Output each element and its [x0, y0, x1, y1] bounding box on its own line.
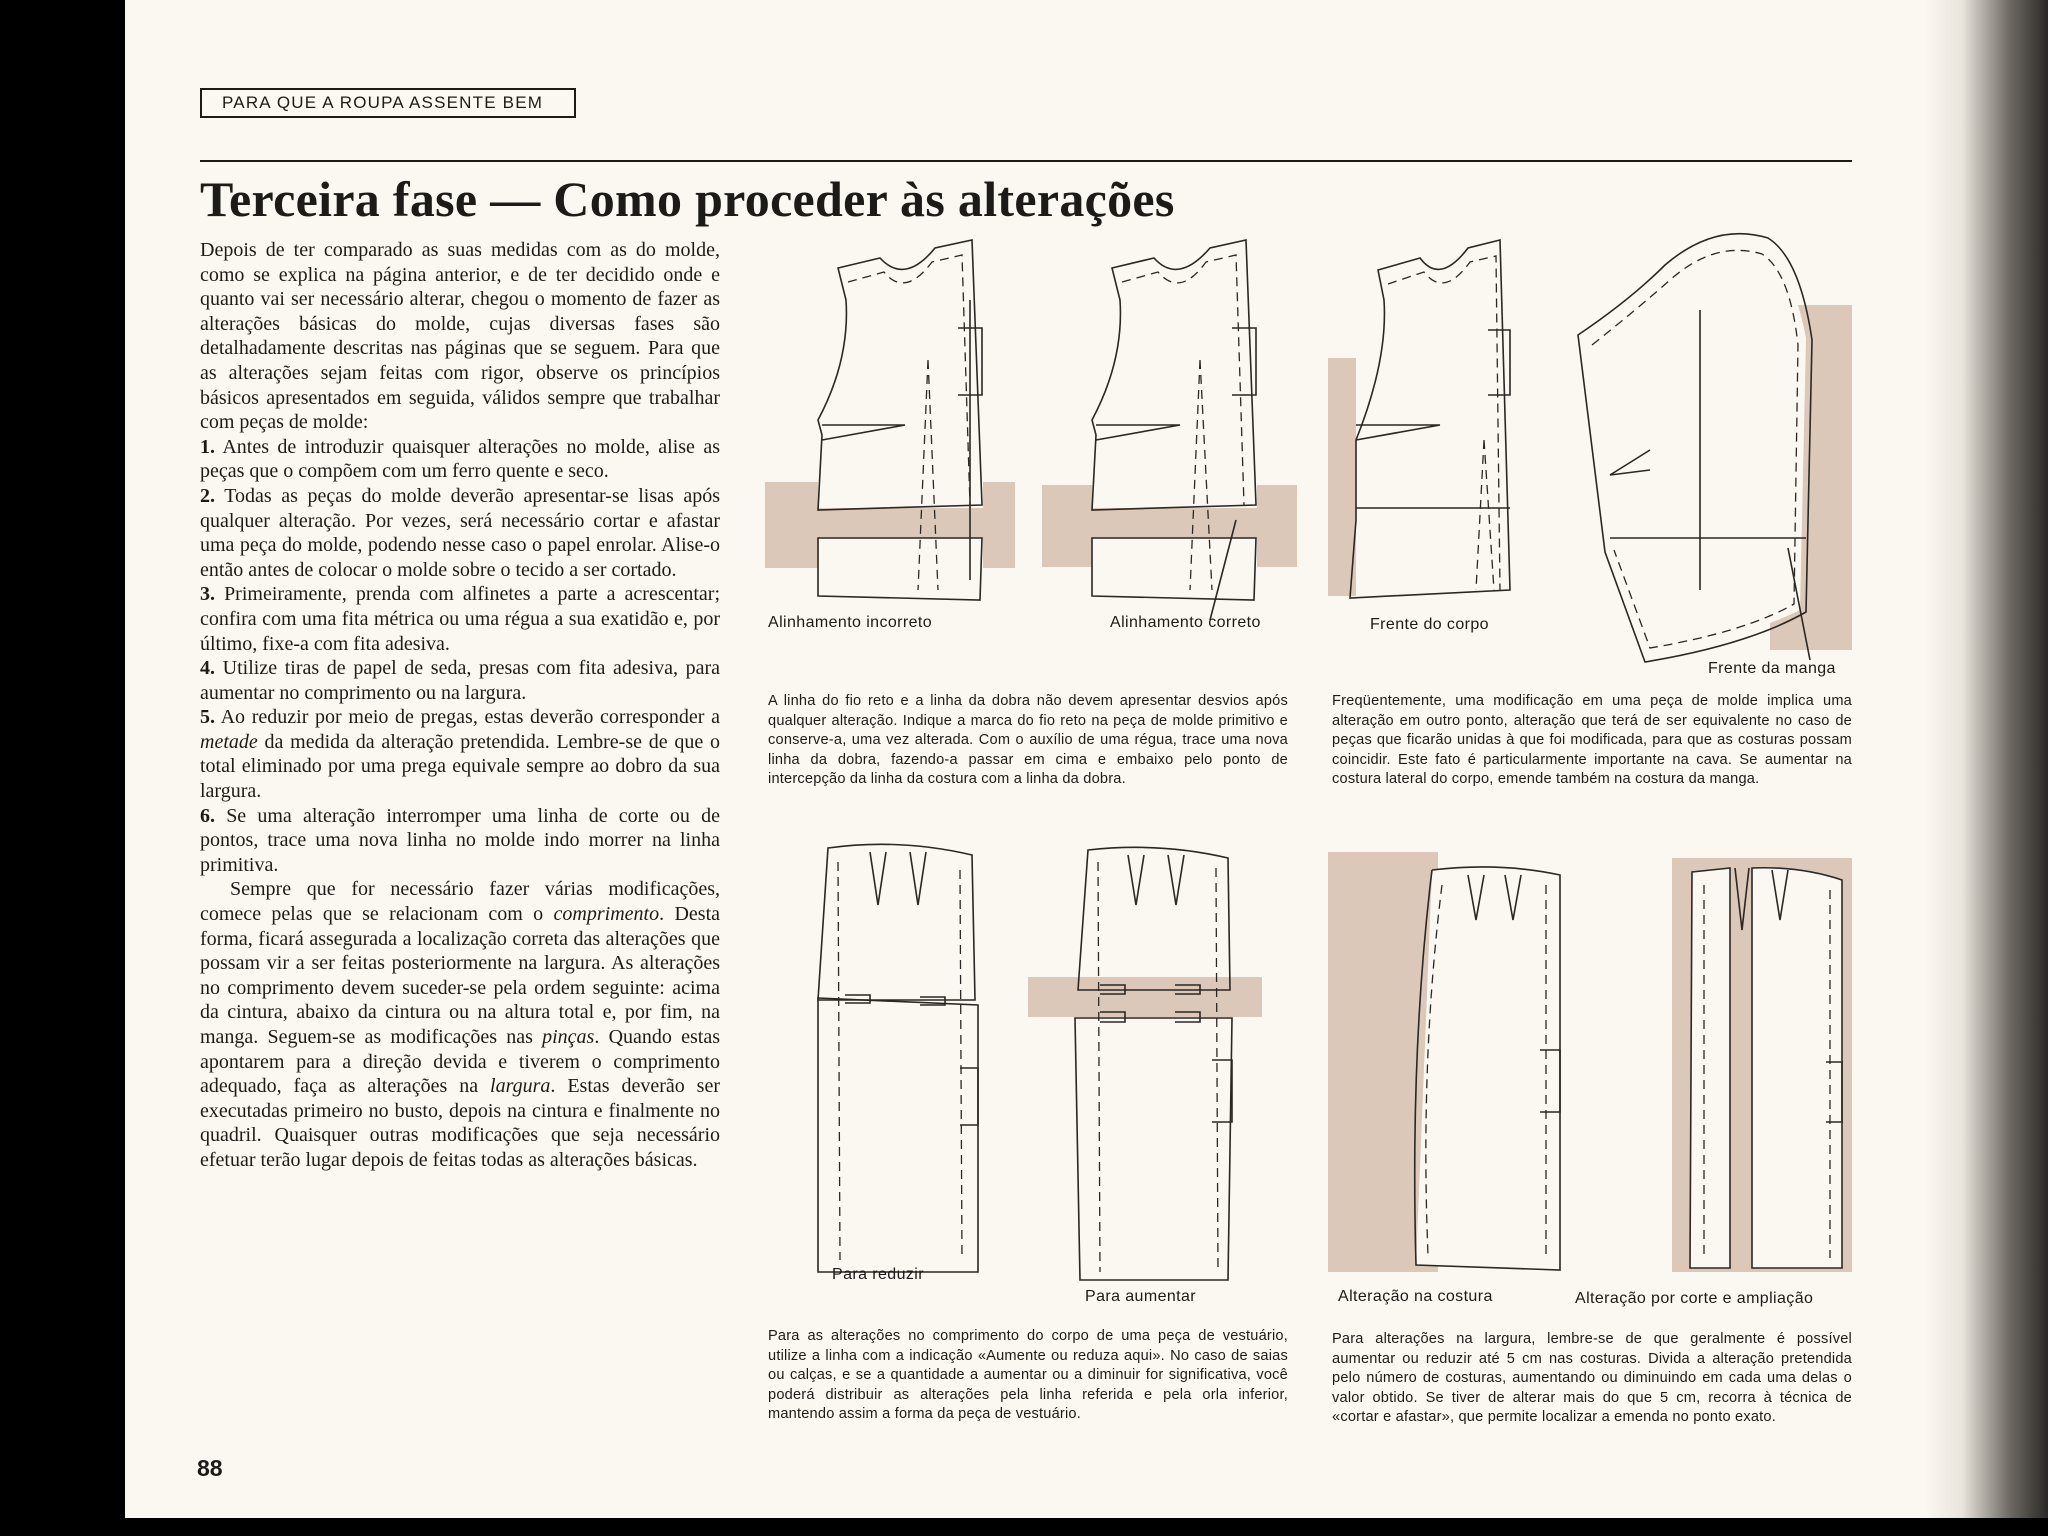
caption-width: Para alterações na largura, lembre-se de que geralmente é possível aumentar ou reduzir até 5 cm nas costuras. Divida a alteração pretendida pelo número de costuras, aumentando ou diminuindo em cada uma delas o valor obtido. Se tiver de alterar mais do que 5 cm, recorra à técnica de «cortar e afastar», que permite localizar a emenda no ponto exato.	[1332, 1331, 1852, 1425]
principle-4: 4. Utilize tiras de papel de seda, presas com fita adesiva, para aumentar no comprimento ou na largura.	[200, 657, 720, 704]
principle-3: 3. Primeiramente, prenda com alfinetes a parte a acrescentar; confira com uma fita métrica ou uma régua a sua exatidão e, por último, fixe-a com fita adesiva.	[200, 583, 721, 655]
front-body-figure	[1328, 240, 1516, 600]
label-front-body: Frente do corpo	[1370, 616, 1489, 633]
label-increase: Para aumentar	[1085, 1288, 1197, 1305]
label-front-sleeve: Frente da manga	[1708, 660, 1836, 677]
page-title: Terceira fase — Como proceder às alterações	[200, 171, 1175, 227]
label-cut: Alteração por corte e ampliação	[1575, 1290, 1814, 1307]
label-reduce: Para reduzir	[832, 1266, 924, 1283]
skirt-cut-figure	[1672, 858, 1852, 1272]
principle-1: 1. Antes de introduzir quaisquer alterações no molde, alise as peças que o compõem com um ferro quente e seco.	[200, 435, 720, 483]
bodice-incorrect-figure	[765, 240, 1015, 620]
page-number: 88	[197, 1455, 223, 1481]
caption-grain: A linha do fio reto e a linha da dobra não devem apresentar desvios após qualquer alteração. Indique a marca do fio reto na peça de molde primitivo e conserve-a, uma vez alterada. Com o auxílio de uma régua, trace uma nova linha da dobra, fazendo-a passar em cima e embaixo pelo ponto de intercepção da linha da costura com a linha da dobra.	[768, 693, 1288, 787]
principle-6: 6. Se uma alteração interromper uma linha de corte ou de pontos, trace uma nova linha no molde indo morrer na linha primitiva.	[200, 804, 720, 876]
caption-length: Para as alterações no comprimento do corpo de uma peça de vestuário, utilize a linha com a indicação «Aumente ou reduza aqui». No caso de saias ou calças, e se a quantidade a aumentar ou a diminuir for significativa, você poderá distribuir as alterações pela linha referida e pela orla inferior, mantendo assim a forma da peça de vestuário.	[768, 1328, 1288, 1422]
skirt-seam-figure	[1328, 852, 1560, 1272]
label-incorrect: Alinhamento incorreto	[768, 614, 933, 631]
section-label: PARA QUE A ROUPA ASSENTE BEM	[200, 88, 576, 118]
closing-paragraph: Sempre que for necessário fazer várias modificações, comece pelas que se relacionam com o comprimento. Desta forma, ficará assegurada a localização correta das alterações que possam vir a ser feitas posteriormente na largura. As alterações no comprimento devem suceder-se pela ordem seguinte: acima da cintura, abaixo da cintura ou na altura total e, por fim, na manga. Seguem-se as modificações nas pinças. Quando estas apontarem para a direção devida e tiverem o comprimento adequado, faça as alterações na largura. Estas deverão ser executadas primeiro no busto, depois na cintura e finalmente no quadril. Quaisquer outras modificações que seja necessário efetuar terão lugar depois de feitas todas as alterações básicas.	[200, 878, 720, 1171]
label-correct: Alinhamento correto	[1110, 614, 1261, 631]
bodice-correct-figure	[1042, 240, 1297, 620]
skirt-increase-figure	[1028, 847, 1262, 1280]
skirt-reduce-figure	[818, 844, 978, 1272]
caption-frequent: Freqüentemente, uma modificação em uma peça de molde implica uma alteração em outro ponto, alteração que terá de ser equivalente no caso de peças que ficarão unidas à que foi modificada, para que as costuras possam coincidir. Este fato é particularmente importante na cava. Se aumentar na costura lateral do corpo, emende também na costura da manga.	[1332, 693, 1852, 787]
front-sleeve-figure	[1578, 234, 1852, 662]
intro-paragraph: Depois de ter comparado as suas medidas com as do molde, como se explica na página anterior, e de ter decidido onde e quanto vai ser necessário alterar, chegou o momento de fazer as alterações básicas do molde, cujas diversas fases são detalhadamente descritas nas páginas que se seguem. Para que as alterações sejam feitas com rigor, observe os princípios básicos apresentados em seguida, válidos sempre que trabalhar com peças de molde:	[200, 239, 720, 434]
label-seam: Alteração na costura	[1338, 1288, 1493, 1305]
principle-5: 5. Ao reduzir por meio de pregas, estas deverão corresponder a metade da medida da alteração pretendida. Lembre-se de que o total eliminado por uma prega equivale sempre ao dobro da sua largura.	[200, 706, 720, 803]
principle-2: 2. Todas as peças do molde deverão apresentar-se lisas após qualquer alteração. Por vezes, será necessário cortar e afastar uma peça do molde, podendo nesse caso o papel enrolar. Alise-o então antes de colocar o molde sobre o tecido a ser cortado.	[200, 484, 720, 581]
